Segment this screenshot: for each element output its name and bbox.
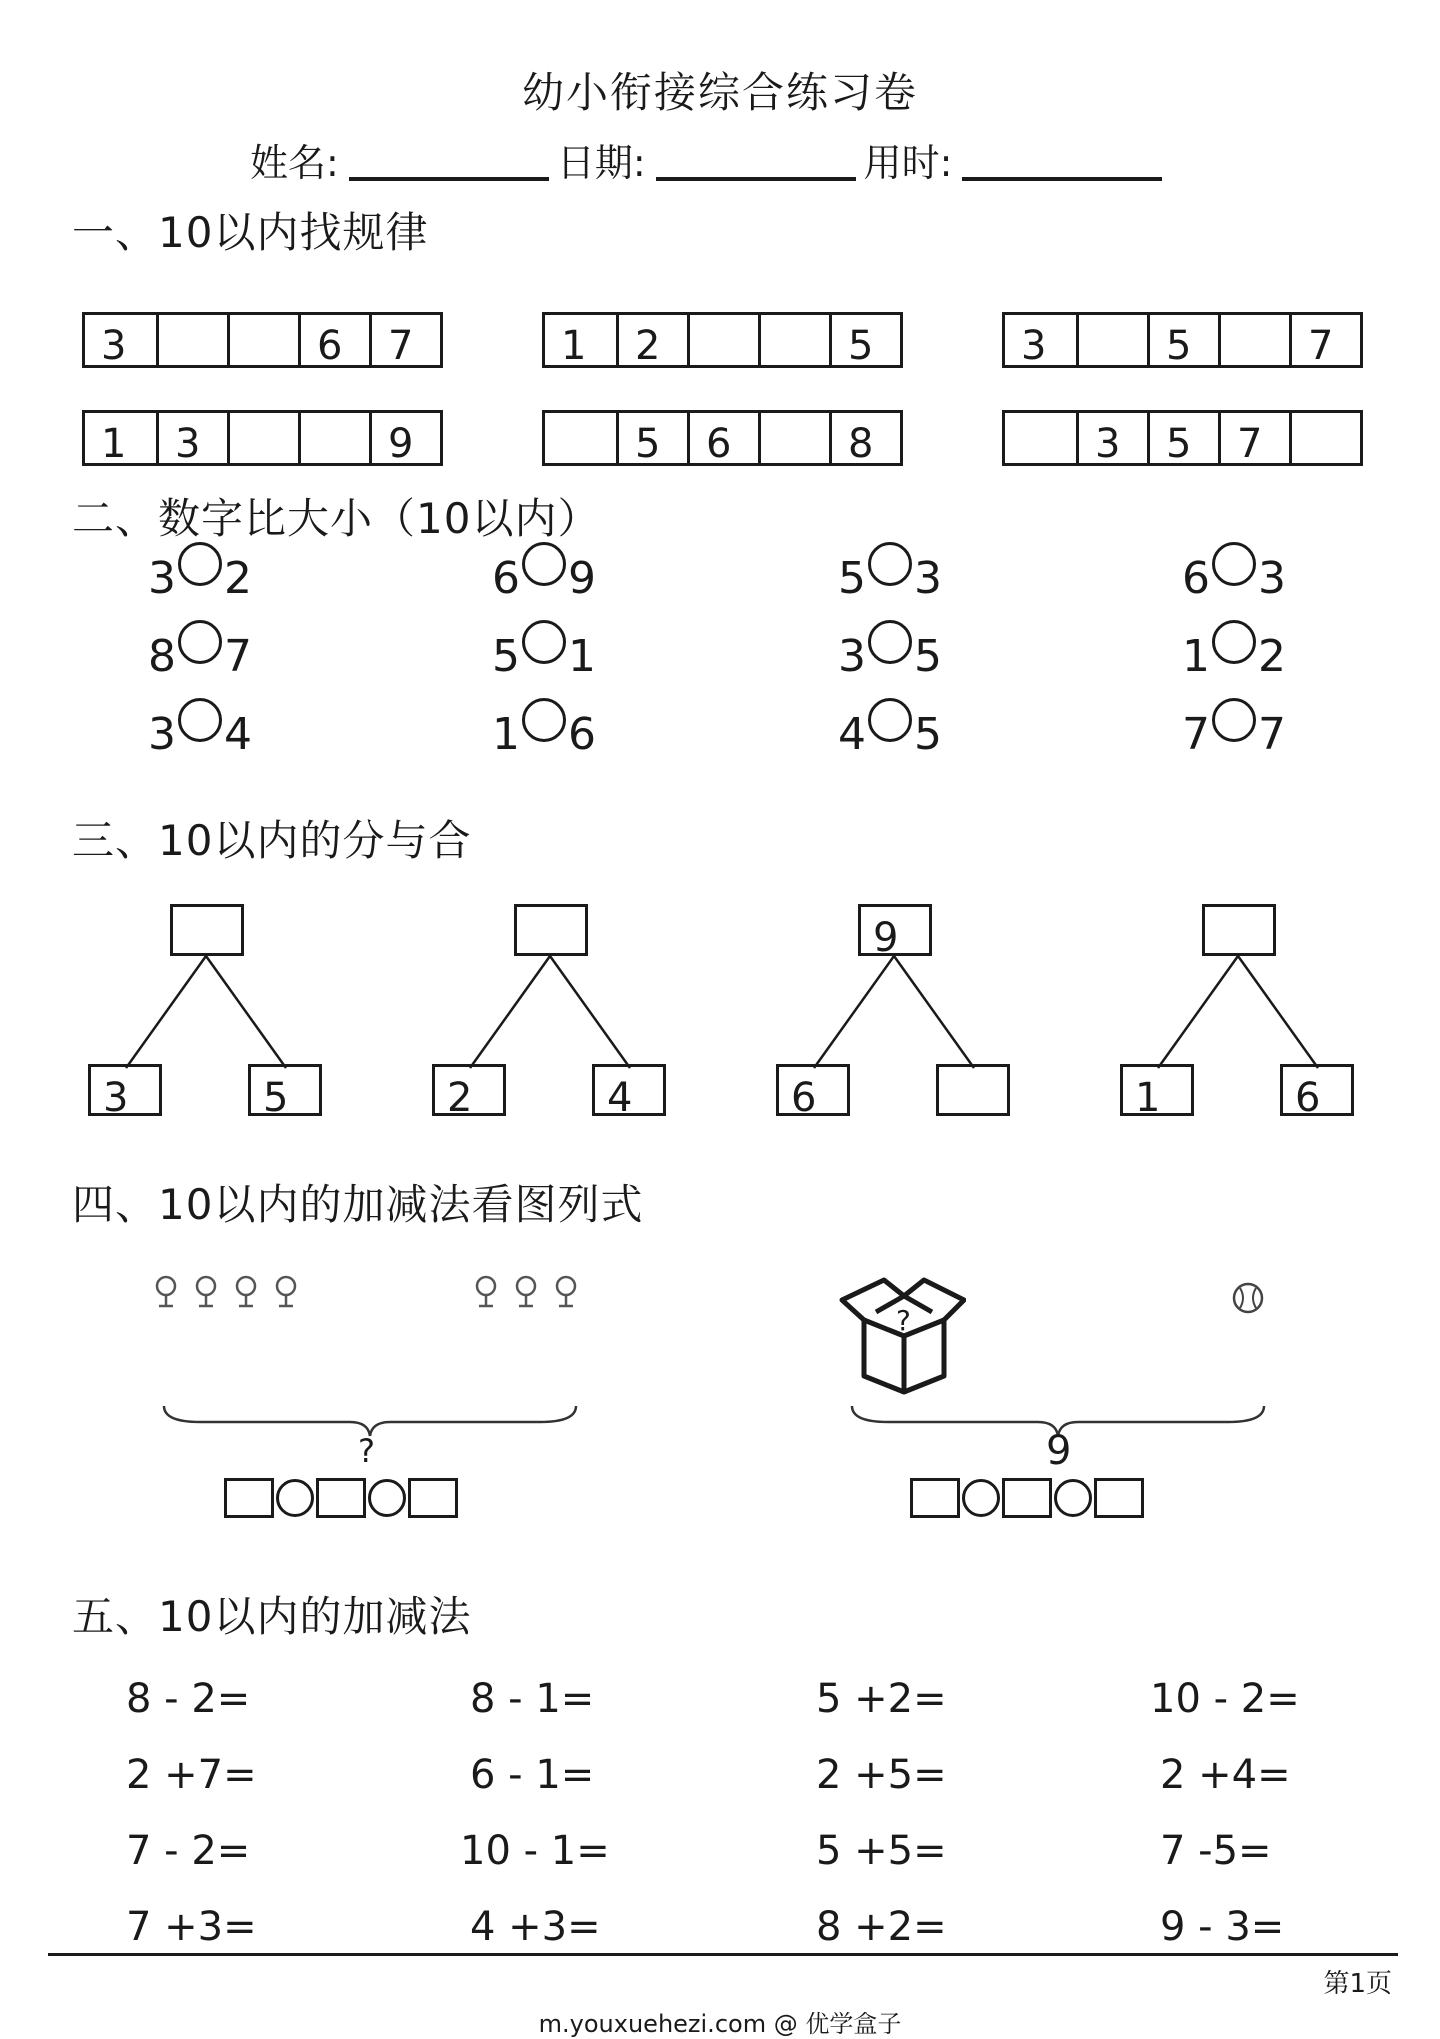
compare-right: 3 <box>914 553 942 604</box>
number-bond-4 <box>1120 900 1340 1130</box>
bond-right-box[interactable] <box>936 1064 1010 1116</box>
compare-left: 4 <box>838 709 866 760</box>
time-blank[interactable] <box>962 177 1162 181</box>
sequence-cell[interactable]: 7 <box>369 315 440 365</box>
arithmetic-problem[interactable]: 7 - 2= <box>126 1828 251 1874</box>
cherry-icon <box>197 1277 215 1306</box>
section-1-heading: 一、10以内找规律 <box>72 208 429 257</box>
compare-left: 1 <box>1182 631 1210 682</box>
compare-item <box>148 626 252 682</box>
sequence-cell[interactable] <box>1218 315 1289 365</box>
sequence-cell[interactable]: 6 <box>687 413 758 463</box>
site-watermark: m.youxuehezi.com @ 优学盒子 <box>538 2010 902 2038</box>
sequence-cell[interactable]: 3 <box>101 323 127 369</box>
sequence-cell[interactable] <box>227 413 298 463</box>
number-bond-1 <box>88 900 308 1130</box>
bond-left-box[interactable]: 2 <box>432 1064 506 1116</box>
section-5-heading: 五、10以内的加减法 <box>72 1592 472 1641</box>
cherry-icon <box>157 1277 175 1306</box>
compare-right: 9 <box>568 553 596 604</box>
sequence-3 <box>1002 312 1363 368</box>
bond-top-box[interactable] <box>170 904 244 956</box>
compare-circle[interactable] <box>868 698 912 742</box>
section-2-heading: 二、数字比大小（10以内） <box>72 494 601 543</box>
compare-right: 3 <box>1258 553 1286 604</box>
sequence-cell[interactable] <box>1076 315 1147 365</box>
arithmetic-problem[interactable]: 5 +5= <box>816 1828 947 1874</box>
page-number: 第1页 <box>1323 1969 1392 1999</box>
equation-blanks-2 <box>910 1478 1144 1518</box>
arithmetic-problem[interactable]: 7 +3= <box>126 1904 257 1950</box>
compare-item <box>492 548 596 604</box>
sequence-cell[interactable]: 9 <box>369 413 440 463</box>
bond-top-box[interactable] <box>514 904 588 956</box>
bond-right-box[interactable]: 5 <box>248 1064 322 1116</box>
compare-right: 2 <box>224 553 252 604</box>
compare-right: 5 <box>914 631 942 682</box>
compare-circle[interactable] <box>178 620 222 664</box>
section-4-heading: 四、10以内的加减法看图列式 <box>72 1180 644 1229</box>
section-3-heading: 三、10以内的分与合 <box>72 816 472 865</box>
sequence-cell[interactable]: 5 <box>1147 315 1218 365</box>
cherry-icon <box>477 1277 495 1306</box>
name-label: 姓名: <box>250 141 339 185</box>
compare-left: 3 <box>838 631 866 682</box>
compare-left: 7 <box>1182 709 1210 760</box>
compare-left: 5 <box>838 553 866 604</box>
operator-circle[interactable] <box>368 1479 406 1517</box>
sequence-cell[interactable] <box>1289 413 1360 463</box>
compare-item <box>148 704 252 760</box>
arithmetic-problem[interactable]: 8 - 1= <box>470 1676 595 1722</box>
arithmetic-problem[interactable]: 6 - 1= <box>470 1752 595 1798</box>
equation-box[interactable] <box>408 1478 458 1518</box>
compare-right: 4 <box>224 709 252 760</box>
compare-left: 6 <box>492 553 520 604</box>
sequence-cell[interactable]: 7 <box>1289 315 1360 365</box>
sequence-cell[interactable]: 8 <box>829 413 900 463</box>
sequence-cell[interactable] <box>298 413 369 463</box>
sequence-cell[interactable] <box>687 315 758 365</box>
compare-circle[interactable] <box>522 542 566 586</box>
time-label: 用时: <box>863 141 953 185</box>
number-bond-3 <box>776 900 996 1130</box>
date-label: 日期: <box>556 141 646 185</box>
compare-item <box>838 626 942 682</box>
compare-left: 3 <box>148 709 176 760</box>
sequence-cell[interactable] <box>545 413 616 463</box>
cherry-icon <box>517 1277 535 1306</box>
sequence-cell[interactable]: 1 <box>561 323 587 369</box>
compare-left: 5 <box>492 631 520 682</box>
mystery-box-question: ? <box>896 1304 911 1337</box>
brace-2-total: 9 <box>1046 1428 1072 1474</box>
compare-item <box>148 548 252 604</box>
item-icons-group-1 <box>150 1272 590 1322</box>
compare-circle[interactable] <box>522 698 566 742</box>
bond-top-box[interactable]: 9 <box>858 904 932 956</box>
bond-left-box[interactable]: 3 <box>88 1064 162 1116</box>
brace-1-total: ? <box>358 1432 375 1470</box>
compare-item <box>492 704 596 760</box>
equation-box[interactable] <box>910 1478 960 1518</box>
bond-right-box[interactable]: 6 <box>1280 1064 1354 1116</box>
sequence-1 <box>82 312 443 368</box>
compare-circle[interactable] <box>178 698 222 742</box>
sequence-cell[interactable]: 3 <box>1021 323 1047 369</box>
compare-item <box>1182 626 1286 682</box>
name-blank[interactable] <box>349 177 549 181</box>
arithmetic-problem[interactable]: 7 -5= <box>1160 1828 1272 1874</box>
compare-circle[interactable] <box>1212 620 1256 664</box>
sequence-cell[interactable]: 3 <box>1076 413 1147 463</box>
sequence-cell[interactable]: 2 <box>616 315 687 365</box>
compare-circle[interactable] <box>1212 542 1256 586</box>
arithmetic-problem[interactable]: 2 +5= <box>816 1752 947 1798</box>
compare-right: 7 <box>224 631 252 682</box>
compare-left: 3 <box>148 553 176 604</box>
arithmetic-problem[interactable]: 8 +2= <box>816 1904 947 1950</box>
sequence-cell[interactable]: 3 <box>156 413 227 463</box>
compare-item <box>838 548 942 604</box>
arithmetic-problem[interactable]: 4 +3= <box>470 1904 601 1950</box>
compare-circle[interactable] <box>868 620 912 664</box>
compare-right: 5 <box>914 709 942 760</box>
compare-right: 2 <box>1258 631 1286 682</box>
compare-right: 7 <box>1258 709 1286 760</box>
mystery-box-icon <box>836 1256 966 1396</box>
sequence-cell[interactable] <box>156 315 227 365</box>
page-title: 幼小衔接综合练习卷 <box>521 68 918 117</box>
bond-top-box[interactable] <box>1202 904 1276 956</box>
equation-box[interactable] <box>224 1478 274 1518</box>
arithmetic-problem[interactable]: 2 +7= <box>126 1752 257 1798</box>
sequence-cell[interactable]: 5 <box>1147 413 1218 463</box>
sequence-cell[interactable]: 5 <box>616 413 687 463</box>
compare-circle[interactable] <box>868 542 912 586</box>
equation-box[interactable] <box>316 1478 366 1518</box>
arithmetic-problem[interactable]: 8 - 2= <box>126 1676 251 1722</box>
arithmetic-problem[interactable]: 2 +4= <box>1160 1752 1291 1798</box>
equation-blanks-1 <box>224 1478 458 1518</box>
compare-item <box>1182 548 1286 604</box>
number-bond-2 <box>432 900 652 1130</box>
sequence-cell[interactable] <box>758 413 829 463</box>
cherry-icon <box>237 1277 255 1306</box>
compare-item <box>492 626 596 682</box>
sequence-cell[interactable] <box>758 315 829 365</box>
sequence-cell[interactable] <box>1005 413 1076 463</box>
compare-circle[interactable] <box>1212 698 1256 742</box>
compare-item <box>1182 704 1286 760</box>
sequence-cell[interactable]: 6 <box>298 315 369 365</box>
sequence-cell[interactable] <box>227 315 298 365</box>
sequence-2 <box>542 312 903 368</box>
sequence-cell[interactable]: 7 <box>1218 413 1289 463</box>
compare-left: 1 <box>492 709 520 760</box>
footer-divider <box>48 1953 1398 1956</box>
sequence-6 <box>1002 410 1363 466</box>
info-row <box>250 132 1170 187</box>
bond-right-box[interactable]: 4 <box>592 1064 666 1116</box>
compare-left: 6 <box>1182 553 1210 604</box>
sequence-4 <box>82 410 443 466</box>
date-blank[interactable] <box>656 177 856 181</box>
arithmetic-problem[interactable]: 10 - 1= <box>460 1828 610 1874</box>
operator-circle[interactable] <box>1054 1479 1092 1517</box>
compare-circle[interactable] <box>522 620 566 664</box>
operator-circle[interactable] <box>962 1479 1000 1517</box>
bond-left-box[interactable]: 1 <box>1120 1064 1194 1116</box>
baseball-icon <box>1230 1280 1270 1320</box>
sequence-5 <box>542 410 903 466</box>
arithmetic-problem[interactable]: 9 - 3= <box>1160 1904 1285 1950</box>
arithmetic-problem[interactable]: 5 +2= <box>816 1676 947 1722</box>
cherry-icon <box>557 1277 575 1306</box>
equation-box[interactable] <box>1002 1478 1052 1518</box>
sequence-cell[interactable]: 5 <box>829 315 900 365</box>
sequence-cell[interactable]: 1 <box>101 421 127 467</box>
arithmetic-problem[interactable]: 10 - 2= <box>1150 1676 1300 1722</box>
bond-left-box[interactable]: 6 <box>776 1064 850 1116</box>
equation-box[interactable] <box>1094 1478 1144 1518</box>
operator-circle[interactable] <box>276 1479 314 1517</box>
compare-right: 6 <box>568 709 596 760</box>
compare-item <box>838 704 942 760</box>
compare-right: 1 <box>568 631 596 682</box>
cherry-icon <box>277 1277 295 1306</box>
compare-circle[interactable] <box>178 542 222 586</box>
compare-left: 8 <box>148 631 176 682</box>
